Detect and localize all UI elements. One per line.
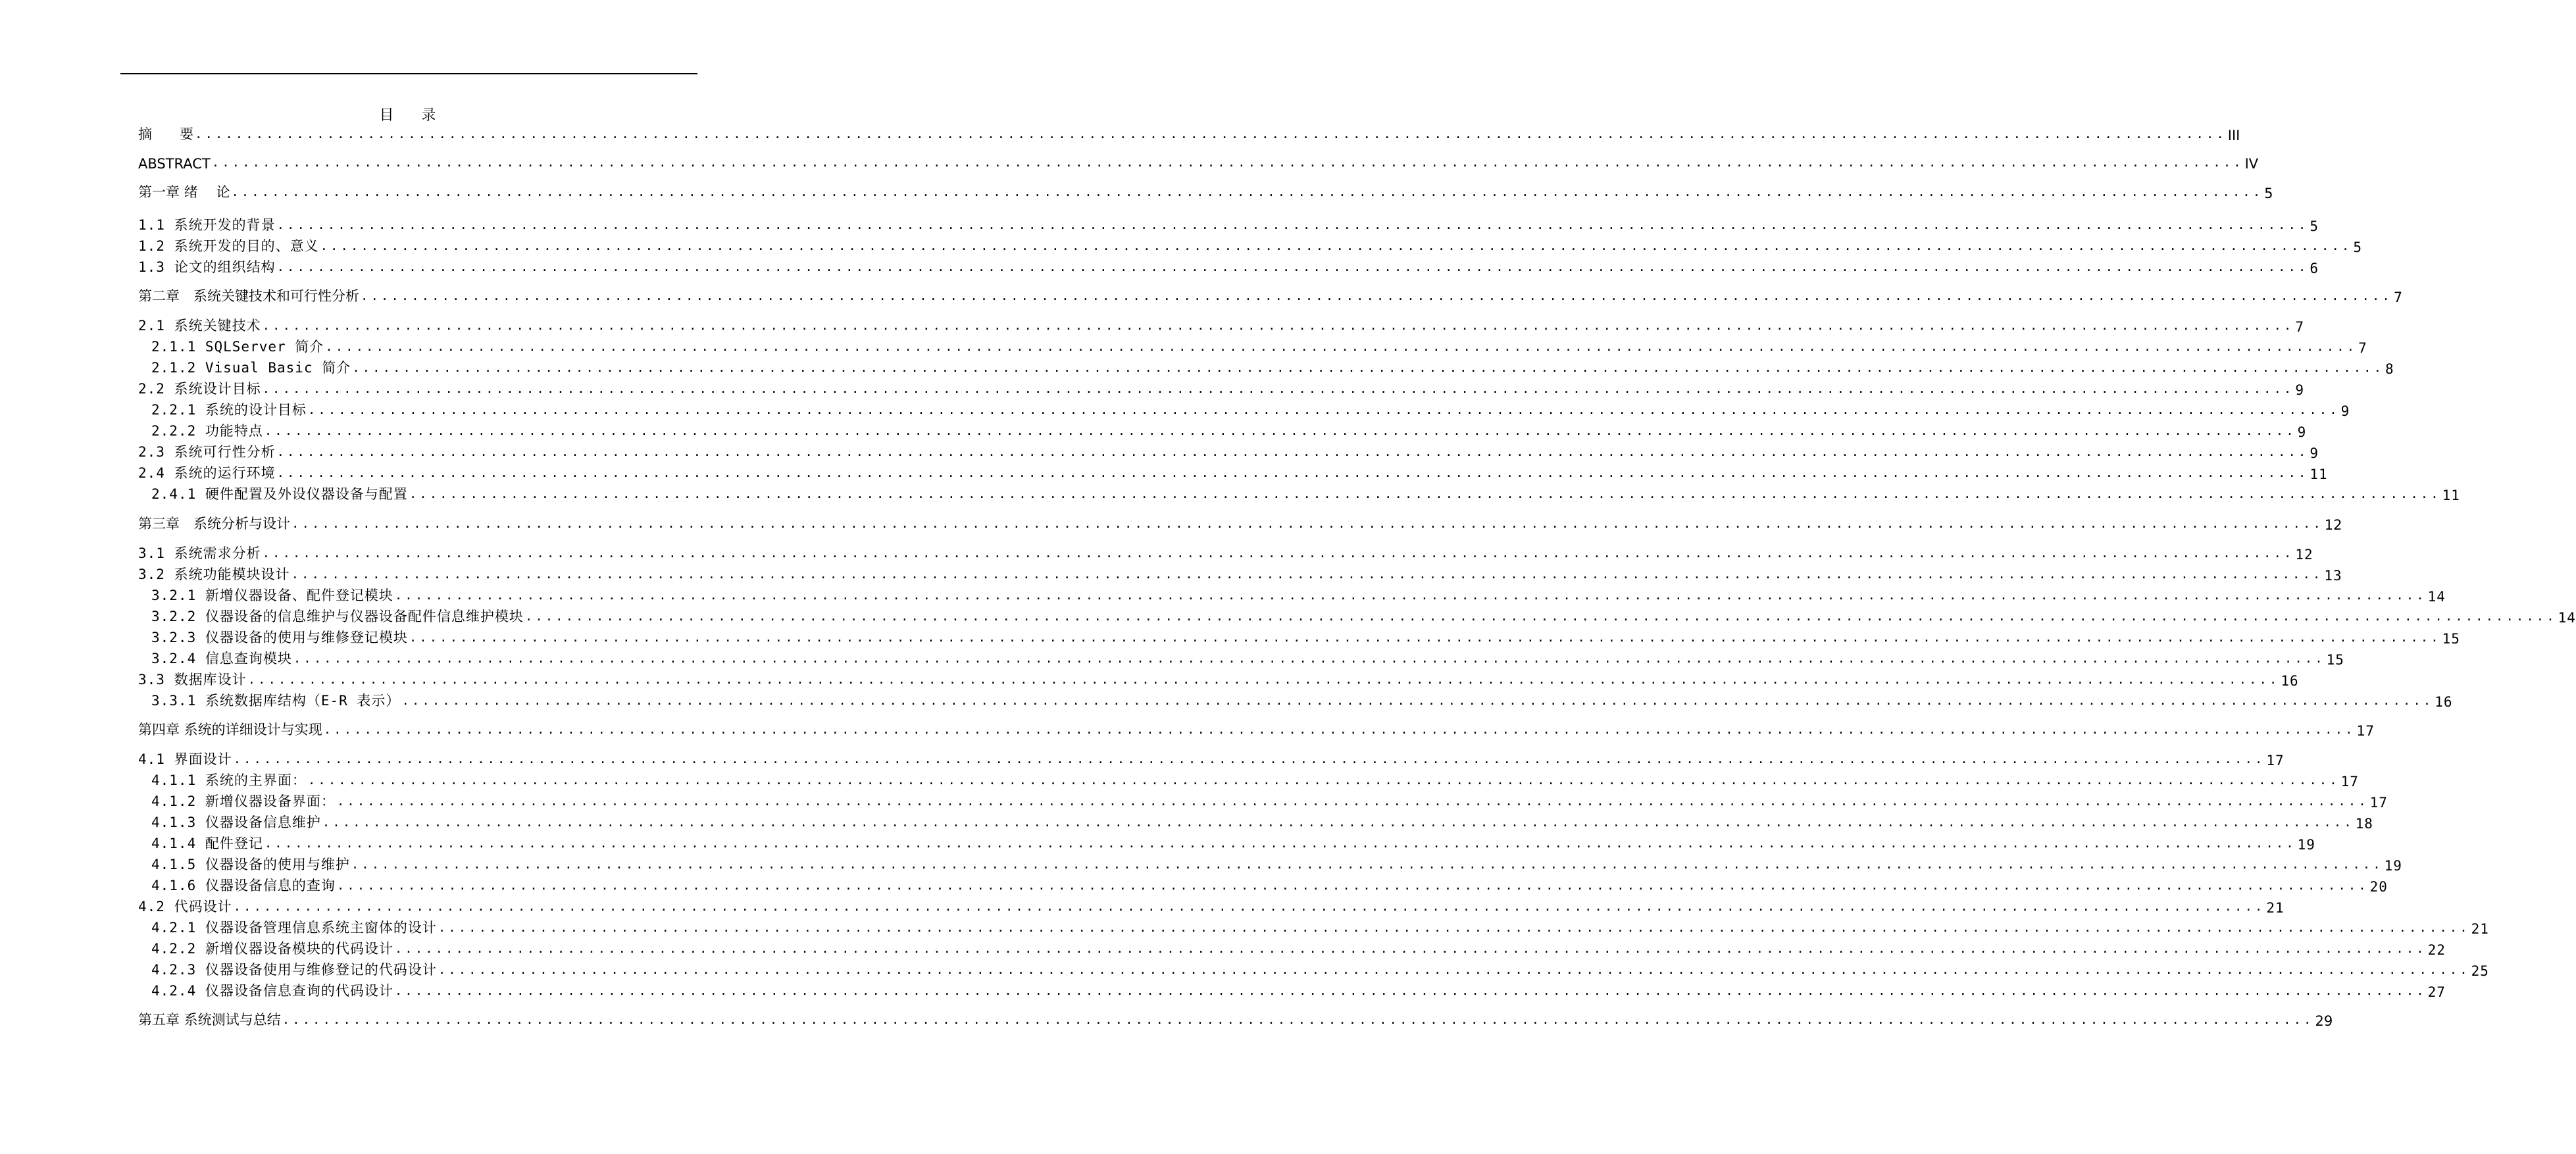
- toc-entry: [151, 875, 2388, 895]
- toc-entry-title: 第二章 系统关键技术和可行性分析: [138, 288, 359, 304]
- toc-entry-title: 1.2 系统开发的目的、意义: [138, 238, 319, 254]
- toc-entry: [151, 336, 2367, 356]
- toc-entry-page: IV: [2244, 156, 2259, 172]
- toc-entry: [138, 441, 2319, 461]
- toc-leader-dots: ........................................................................................................................................................................................................: [336, 794, 2369, 809]
- toc-entry-title: 4.1.1 系统的主界面：: [151, 772, 307, 788]
- toc-entry-page: 8: [2385, 361, 2394, 377]
- toc-entry-title: 4.1.2 新增仪器设备界面：: [151, 793, 336, 809]
- toc-entry: [151, 833, 2315, 853]
- toc-entry-title: ABSTRACT: [138, 156, 211, 172]
- toc-leader-dots: ........................................................................................................................................................................................................: [351, 857, 2383, 872]
- toc-entry: [151, 484, 2460, 503]
- toc-entry: [151, 399, 2350, 419]
- toc-leader-dots: ........................................................................................................................................................................................................: [262, 382, 2294, 396]
- toc-leader-dots: ........................................................................................................................................................................................................: [394, 941, 2427, 956]
- toc-entry: [138, 286, 2403, 305]
- toc-entry-title: 3.3.1 系统数据库结构（E-R 表示）: [151, 693, 401, 709]
- toc-entry: [138, 152, 2259, 172]
- toc-leader-dots: ........................................................................................................................................................................................................: [264, 836, 2296, 851]
- toc-leader-dots: ........................................................................................................................................................................................................: [276, 445, 2309, 459]
- toc-entry-page: 17: [2356, 723, 2375, 739]
- toc-leader-dots: ........................................................................................................................................................................................................: [438, 963, 2470, 977]
- toc-entry: [151, 690, 2453, 710]
- toc-entry-title: 4.1.5 仪器设备的使用与维护: [151, 857, 350, 872]
- toc-entry: [138, 214, 2319, 234]
- toc-entry-page: 16: [2281, 673, 2299, 689]
- toc-entry-title: 2.1 系统关键技术: [138, 318, 261, 334]
- toc-leader-dots: ........................................................................................................................................................................................................: [262, 318, 2294, 333]
- toc-title-char-2: 录: [421, 107, 438, 124]
- toc-entry-title: 4.2.3 仪器设备使用与维修登记的代码设计: [151, 962, 437, 978]
- toc-leader-dots: ........................................................................................................................................................................................................: [401, 693, 2434, 708]
- toc-entry-page: 27: [2427, 984, 2446, 1000]
- toc-title-char-1: 目: [379, 107, 395, 124]
- toc-entry: [138, 124, 2240, 143]
- toc-entry-title: 4.2 代码设计: [138, 899, 232, 915]
- toc-entry-title: 3.2.1 新增仪器设备、配件登记模块: [151, 588, 393, 603]
- toc-entry-title: 2.2 系统设计目标: [138, 381, 261, 397]
- toc-entry-page: 17: [2266, 753, 2285, 768]
- toc-entry-title: 3.1 系统需求分析: [138, 545, 261, 561]
- toc-entry-title: 2.2.1 系统的设计目标: [151, 402, 307, 418]
- toc-leader-dots: ........................................................................................................................................................................................................: [394, 588, 2427, 603]
- toc-entry-page: 18: [2355, 816, 2373, 832]
- toc-entry-title: 第三章 系统分析与设计: [138, 516, 290, 532]
- toc-leader-dots: ........................................................................................................................................................................................................: [264, 424, 2296, 438]
- toc-list: [138, 0, 2576, 1154]
- toc-entry-title: 2.1.1 SQLServer 简介: [151, 339, 324, 355]
- toc-entry-page: III: [2227, 128, 2240, 143]
- toc-entry-title: 4.1.6 仪器设备信息的查询: [151, 878, 336, 893]
- toc-entry-page: 22: [2427, 942, 2446, 958]
- toc-entry-page: 5: [2310, 218, 2319, 234]
- toc-entry-page: 17: [2369, 795, 2388, 811]
- toc-entry: [138, 378, 2305, 398]
- toc-entry: [151, 357, 2394, 377]
- toc-leader-dots: ........................................................................................................................................................................................................: [361, 289, 2392, 303]
- toc-entry-title: 3.2.2 仪器设备的信息维护与仪器设备配件信息维护模块: [151, 609, 524, 624]
- toc-leader-dots: ........................................................................................................................................................................................................: [322, 815, 2354, 830]
- toc-entry-page: 5: [2264, 186, 2273, 201]
- toc-entry: [151, 917, 2489, 937]
- toc-leader-dots: ........................................................................................................................................................................................................: [276, 466, 2309, 480]
- toc-entry: [138, 669, 2299, 689]
- toc-entry-title: 4.2.1 仪器设备管理信息系统主窗体的设计: [151, 920, 437, 936]
- toc-leader-dots: ........................................................................................................................................................................................................: [409, 487, 2441, 501]
- toc-leader-dots: ........................................................................................................................................................................................................: [233, 752, 2265, 766]
- toc-entry: [138, 749, 2285, 768]
- toc-entry-page: 15: [2442, 631, 2460, 647]
- toc-entry-page: 14: [2558, 610, 2576, 626]
- toc-entry: [151, 854, 2402, 874]
- toc-entry-title: 1.3 论文的组织结构: [138, 259, 276, 275]
- toc-entry-title: 3.2 系统功能模块设计: [138, 566, 290, 582]
- toc-leader-dots: ........................................................................................................................................................................................................: [323, 722, 2356, 737]
- toc-entry-title: 2.1.2 Visual Basic 简介: [151, 360, 351, 376]
- toc-entry-title: 4.1 界面设计: [138, 751, 232, 767]
- toc-entry-page: 12: [2324, 517, 2342, 533]
- toc-entry: [138, 1009, 2333, 1029]
- toc-entry: [151, 812, 2373, 832]
- toc-entry-title: 2.4 系统的运行环境: [138, 465, 276, 481]
- toc-entry: [151, 959, 2489, 979]
- toc-entry-page: 25: [2471, 963, 2489, 979]
- toc-leader-dots: ........................................................................................................................................................................................................: [211, 155, 2244, 170]
- toc-entry: [138, 896, 2285, 916]
- toc-entry-page: 19: [2384, 858, 2402, 874]
- toc-entry: [151, 770, 2359, 790]
- toc-entry-page: 9: [2340, 403, 2350, 419]
- toc-entry: [151, 791, 2388, 811]
- toc-leader-dots: ........................................................................................................................................................................................................: [195, 127, 2227, 141]
- toc-leader-dots: ........................................................................................................................................................................................................: [320, 239, 2352, 253]
- toc-leader-dots: ........................................................................................................................................................................................................: [262, 546, 2294, 561]
- toc-entry-page: 9: [2310, 445, 2319, 461]
- toc-leader-dots: ........................................................................................................................................................................................................: [307, 403, 2340, 417]
- toc-leader-dots: ........................................................................................................................................................................................................: [293, 651, 2325, 666]
- toc-leader-dots: ........................................................................................................................................................................................................: [291, 516, 2323, 531]
- toc-entry-page: 7: [2393, 289, 2403, 305]
- toc-entry-page: 7: [2358, 340, 2367, 356]
- toc-entry: [151, 420, 2307, 440]
- toc-entry-title: 2.3 系统可行性分析: [138, 444, 276, 460]
- toc-entry-page: 14: [2427, 589, 2446, 605]
- toc-leader-dots: ........................................................................................................................................................................................................: [325, 339, 2358, 354]
- toc-entry-page: 7: [2295, 319, 2305, 335]
- toc-entry-title: 第四章 系统的详细设计与实现: [138, 722, 322, 738]
- toc-leader-dots: ........................................................................................................................................................................................................: [336, 878, 2369, 893]
- toc-entry: [138, 463, 2328, 482]
- toc-entry: [138, 543, 2313, 563]
- toc-leader-dots: ........................................................................................................................................................................................................: [247, 672, 2280, 687]
- toc-entry-page: 11: [2442, 488, 2460, 503]
- toc-entry-page: 5: [2353, 239, 2363, 255]
- toc-entry-page: 15: [2326, 652, 2344, 668]
- toc-entry-page: 6: [2310, 261, 2319, 276]
- toc-entry-page: 9: [2297, 424, 2307, 440]
- toc-entry: [138, 236, 2363, 255]
- toc-entry-title: 3.2.3 仪器设备的使用与维修登记模块: [151, 630, 408, 645]
- toc-entry: [138, 257, 2319, 276]
- toc-entry: [151, 980, 2446, 1000]
- toc-entry-page: 9: [2295, 382, 2305, 398]
- toc-entry-title: 4.1.4 配件登记: [151, 836, 263, 851]
- toc-entry-page: 20: [2369, 879, 2388, 895]
- toc-entry-page: 13: [2324, 568, 2342, 584]
- toc-entry: [151, 938, 2446, 958]
- toc-leader-dots: ........................................................................................................................................................................................................: [409, 630, 2441, 645]
- toc-entry: [138, 719, 2375, 739]
- toc-leader-dots: ........................................................................................................................................................................................................: [276, 218, 2309, 232]
- toc-entry-page: 21: [2266, 900, 2285, 916]
- toc-leader-dots: ........................................................................................................................................................................................................: [233, 899, 2265, 914]
- toc-entry: [138, 513, 2342, 533]
- toc-entry: [151, 606, 2576, 626]
- toc-entry-page: 16: [2435, 694, 2453, 710]
- toc-leader-dots: ........................................................................................................................................................................................................: [438, 920, 2470, 935]
- toc-entry: [138, 182, 2273, 201]
- toc-leader-dots: ........................................................................................................................................................................................................: [291, 567, 2323, 582]
- toc-leader-dots: ........................................................................................................................................................................................................: [276, 260, 2309, 274]
- toc-leader-dots: ........................................................................................................................................................................................................: [352, 361, 2385, 375]
- toc-entry-title: 3.3 数据库设计: [138, 672, 247, 688]
- toc-leader-dots: ........................................................................................................................................................................................................: [394, 984, 2427, 998]
- toc-entry-page: 11: [2310, 466, 2328, 482]
- toc-entry-title: 4.2.2 新增仪器设备模块的代码设计: [151, 941, 393, 957]
- toc-entry-title: 1.1 系统开发的背景: [138, 217, 276, 233]
- toc-entry-title: 2.2.2 功能特点: [151, 423, 263, 439]
- toc-entry-page: 21: [2471, 921, 2489, 937]
- toc-entry: [151, 585, 2446, 605]
- toc-leader-dots: ........................................................................................................................................................................................................: [282, 1013, 2314, 1027]
- toc-entry-page: 17: [2340, 774, 2359, 790]
- toc-entry-page: 29: [2315, 1013, 2333, 1029]
- toc-entry-title: 摘 要: [138, 126, 193, 142]
- toc-entry-title: 4.1.3 仪器设备信息维护: [151, 815, 321, 830]
- toc-leader-dots: ........................................................................................................................................................................................................: [231, 185, 2263, 199]
- toc-entry-page: 12: [2295, 547, 2313, 563]
- toc-leader-dots: ........................................................................................................................................................................................................: [524, 609, 2557, 624]
- toc-entry-title: 第五章 系统测试与总结: [138, 1012, 281, 1028]
- toc-entry-page: 19: [2297, 837, 2315, 853]
- toc-entry: [138, 315, 2305, 335]
- toc-entry-title: 4.2.4 仪器设备信息查询的代码设计: [151, 983, 393, 999]
- toc-entry-title: 第一章 绪 论: [138, 184, 230, 200]
- toc-entry: [151, 648, 2344, 668]
- toc-leader-dots: ........................................................................................................................................................................................................: [307, 773, 2340, 788]
- toc-entry-title: 3.2.4 信息查询模块: [151, 651, 292, 666]
- toc-entry: [151, 627, 2460, 647]
- toc-entry: [138, 564, 2342, 584]
- toc-entry-title: 2.4.1 硬件配置及外设仪器设备与配置: [151, 486, 408, 502]
